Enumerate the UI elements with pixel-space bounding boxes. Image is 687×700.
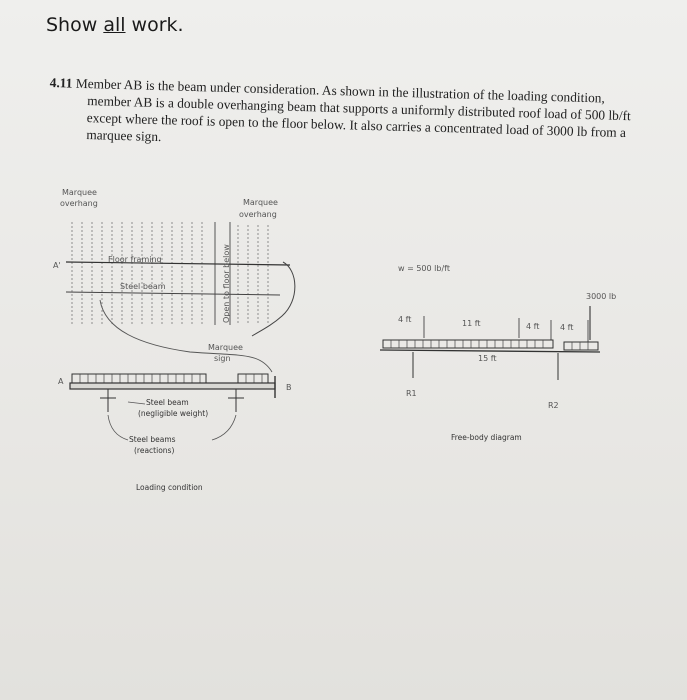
dim-span-label: 15 ft bbox=[478, 354, 497, 363]
dim-right-b-label: 4 ft bbox=[560, 323, 574, 332]
reaction-r1-label: R1 bbox=[406, 389, 417, 398]
floor-framing-label: Floor framing bbox=[108, 255, 162, 264]
point-b-label: B bbox=[286, 383, 292, 392]
loading-condition-caption: Loading condition bbox=[136, 483, 203, 492]
marquee-overhang-left-line2: overhang bbox=[60, 199, 98, 208]
framing-grid bbox=[72, 222, 268, 325]
free-body-caption: Free-body diagram bbox=[451, 433, 522, 442]
steel-beam-neg-line1: Steel beam bbox=[146, 398, 189, 407]
point-a-upper-label: A' bbox=[53, 261, 61, 270]
steel-beams-reactions-line1: Steel beams bbox=[129, 435, 176, 444]
marquee-overhang-left-line1: Marquee bbox=[62, 188, 97, 197]
problem-number: 4.11 bbox=[49, 74, 73, 91]
steel-beam-neg-line2: (negligible weight) bbox=[138, 409, 209, 418]
instruction-prefix: Show bbox=[46, 14, 104, 36]
instruction-underlined: all bbox=[103, 14, 126, 36]
steel-beams-reactions-line2: (reactions) bbox=[134, 446, 175, 455]
dim-left-label: 4 ft bbox=[398, 315, 412, 324]
point-load-label: 3000 lb bbox=[586, 292, 617, 301]
distributed-load-hatch bbox=[80, 374, 200, 383]
reaction-r2-label: R2 bbox=[548, 401, 559, 410]
steel-beam-top-label: Steel beam bbox=[120, 282, 166, 291]
distributed-load-label: w = 500 lb/ft bbox=[398, 264, 450, 273]
open-to-floor-label: Open to floor below bbox=[222, 244, 231, 323]
fbd-load-hatch bbox=[391, 340, 543, 348]
point-a-label: A bbox=[58, 377, 64, 386]
dim-mid-label: 11 ft bbox=[462, 319, 481, 328]
free-body-diagram bbox=[380, 264, 616, 442]
marquee-overhang-right-line1: Marquee bbox=[243, 198, 278, 207]
instruction-suffix: work. bbox=[125, 14, 184, 36]
marquee-sign-line1: Marquee bbox=[208, 343, 243, 352]
loading-condition-diagram bbox=[53, 188, 295, 492]
marquee-overhang-right-line2: overhang bbox=[239, 210, 277, 219]
dim-right-a-label: 4 ft bbox=[526, 322, 540, 331]
marquee-sign-line2: sign bbox=[214, 354, 231, 363]
problem-text: Member AB is the beam under consideration. As shown in the illustration of the loading condition, member AB is a double overhanging beam that supports a uniformly distributed roof load of 500 lb/ft except where the roof is open to the floor below. It also carries a concentrated load of 3000 lb from a marquee sign. bbox=[75, 75, 631, 145]
